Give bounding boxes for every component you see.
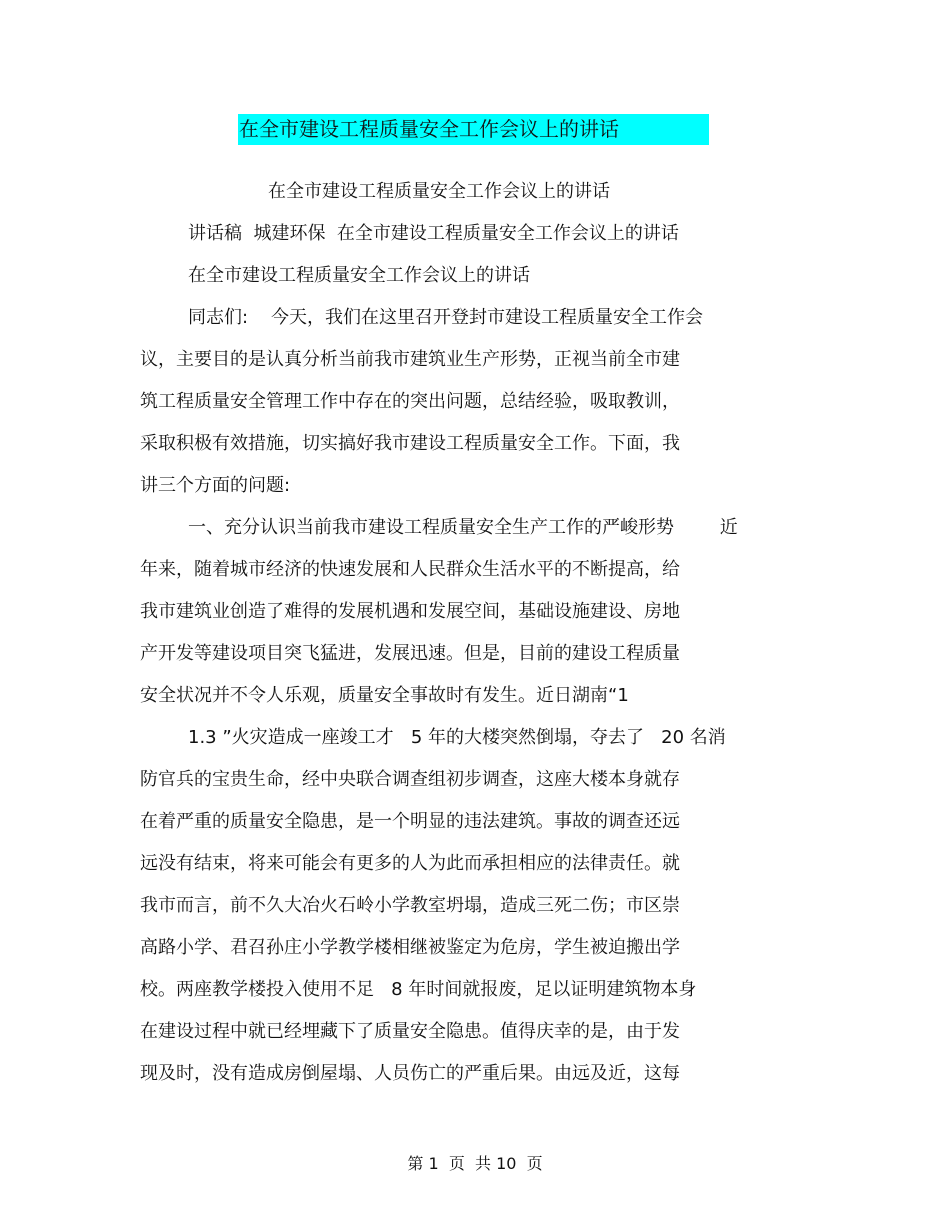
- body-line: 同志们: 今天，我们在这里召开登封市建设工程质量安全工作会: [188, 307, 703, 328]
- body-line: 我市建筑业创造了难得的发展机遇和发展空间，基础设施建设、房地: [140, 601, 680, 622]
- document-title: 在全市建设工程质量安全工作会议上的讲话: [238, 114, 709, 145]
- body-line: 安全状况并不令人乐观，质量安全事故时有发生。近日湖南“1: [140, 685, 629, 706]
- body-line: 我市而言，前不久大冶火石岭小学教室坍塌，造成三死二伤；市区崇: [140, 895, 680, 916]
- body-line: 讲三个方面的问题:: [140, 475, 291, 496]
- body-line: 年来，随着城市经济的快速发展和人民群众生活水平的不断提高，给: [140, 559, 680, 580]
- body-line: 1.3 ”火灾造成一座竣工才 5 年的大楼突然倒塌，夺去了 20 名消: [188, 727, 726, 748]
- body-line: 在着严重的质量安全隐患，是一个明显的违法建筑。事故的调查还远: [140, 811, 680, 832]
- body-line: 防官兵的宝贵生命，经中央联合调查组初步调查，这座大楼本身就存: [140, 769, 680, 790]
- body-line: 议，主要目的是认真分析当前我市建筑业生产形势，正视当前全市建: [140, 349, 680, 370]
- category-line: 讲话稿 城建环保 在全市建设工程质量安全工作会议上的讲话: [188, 223, 679, 244]
- body-line: 高路小学、君召孙庄小学教学楼相继被鉴定为危房，学生被迫搬出学: [140, 937, 680, 958]
- body-line: 校。两座教学楼投入使用不足 8 年时间就报废，足以证明建筑物本身: [140, 979, 697, 1000]
- section-heading-line: 一、充分认识当前我市建设工程质量安全生产工作的严峻形势 近: [188, 517, 738, 538]
- body-line: 在建设过程中就已经埋藏下了质量安全隐患。值得庆幸的是，由于发: [140, 1021, 680, 1042]
- body-line: 产开发等建设项目突飞猛进，发展迅速。但是，目前的建设工程质量: [140, 643, 680, 664]
- body-line: 现及时，没有造成房倒屋塌、人员伤亡的严重后果。由远及近，这每: [140, 1063, 680, 1084]
- subtitle-line: 在全市建设工程质量安全工作会议上的讲话: [268, 181, 610, 202]
- body-line: 远没有结束，将来可能会有更多的人为此而承担相应的法律责任。就: [140, 853, 680, 874]
- heading-line: 在全市建设工程质量安全工作会议上的讲话: [188, 265, 530, 286]
- page-footer: 第 1 页 共 10 页: [407, 1154, 543, 1173]
- body-line: 筑工程质量安全管理工作中存在的突出问题，总结经验，吸取教训，: [140, 391, 680, 412]
- body-line: 采取积极有效措施，切实搞好我市建设工程质量安全工作。下面，我: [140, 433, 680, 454]
